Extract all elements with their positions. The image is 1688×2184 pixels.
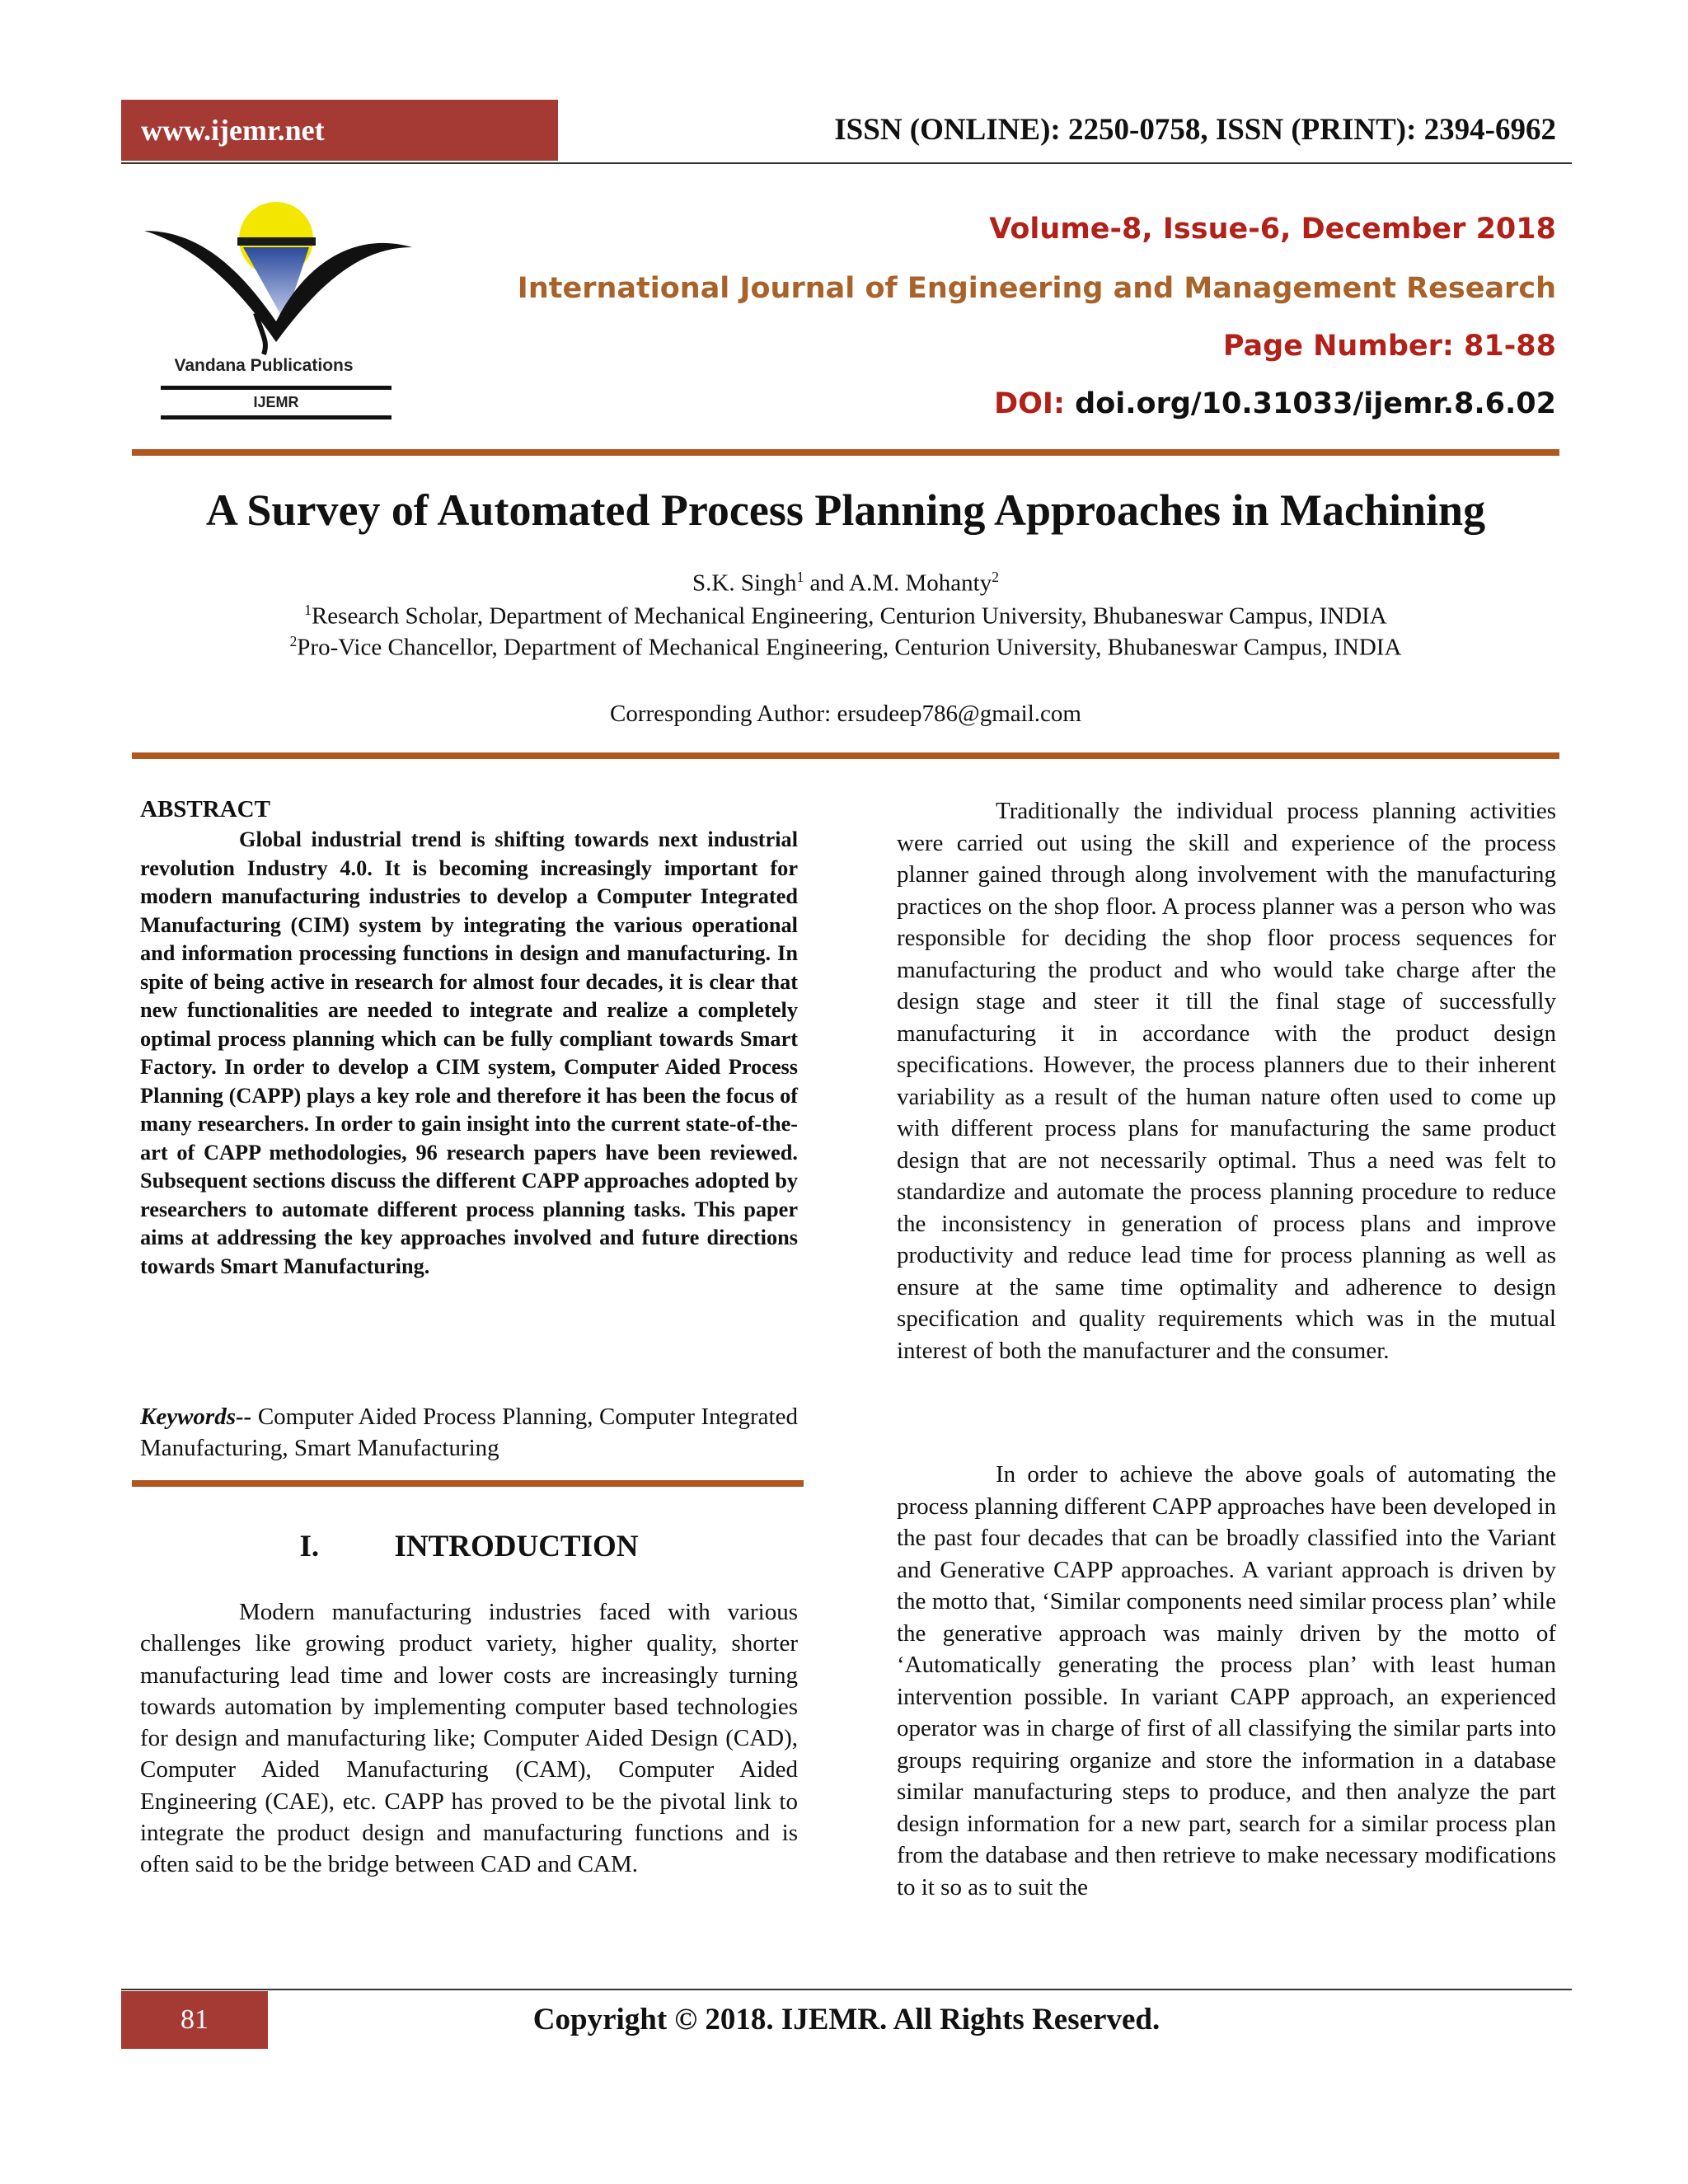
doi <box>994 387 1556 420</box>
doi-label: DOI: <box>994 387 1065 420</box>
keywords <box>140 1401 798 1464</box>
keywords-text: Computer Aided Process Planning, Computer Integrated Manufacturing, Smart Manufacturing <box>140 1404 798 1461</box>
journal-abbr: IJEMR <box>253 394 299 410</box>
abstract-heading: ABSTRACT <box>140 796 270 823</box>
affiliation-2-text: Pro-Vice Chancellor, Department of Mechanical Engineering, Centurion University, Bhubaneswar Campus, INDIA <box>297 634 1402 661</box>
journal-name: International Journal of Engineering and Management Research <box>517 272 1556 305</box>
logo-divider <box>161 386 392 390</box>
authors: S.K. Singh$^1$ and A.M. Mohanty$^2$ <box>692 569 999 597</box>
affiliation-1-text: Research Scholar, Department of Mechanical Engineering, Centurion University, Bhubaneswar Campus, INDIA <box>311 602 1387 630</box>
paper-title: A Survey of Automated Process Planning Approaches in Machining <box>205 485 1486 535</box>
author-2: and A.M. Mohanty <box>804 569 992 597</box>
keywords-label: Keywords-- <box>140 1404 252 1430</box>
journal-volume: Volume-8, Issue-6, December 2018 <box>989 213 1556 246</box>
footer-divider <box>121 1989 1572 1990</box>
section-heading-introduction <box>140 1529 798 1564</box>
publisher-name: Vandana Publications <box>174 356 354 375</box>
title-divider-top <box>132 449 1559 456</box>
corresponding-author: Corresponding Author: ersudeep786@gmail.com <box>610 701 1081 727</box>
section-title: INTRODUCTION <box>394 1530 639 1563</box>
page-range: Page Number: 81-88 <box>1222 330 1556 363</box>
site-url: www.ijemr.net <box>121 100 558 161</box>
affiliation-1: $^1$Research Scholar, Department of Mechanical Engineering, Centurion University, Bhubaneswar Campus, INDIA <box>304 602 1387 630</box>
section-divider <box>132 1480 804 1487</box>
copyright: Copyright © 2018. IJEMR. All Rights Reserved. <box>532 2003 1160 2036</box>
abstract-text: Global industrial trend is shifting towards next industrial revolution Industry 4.0. It is becoming increasingly important for modern manufacturing industries to develop a Computer Integrated Manufacturing (CIM) system by integrating the various operational and information processing functions in design and manufacturing. In spite of being active in research for almost four decades, it is clear that new functionalities are needed to integrate and realize a completely optimal process planning which can be fully compliant towards Smart Factory. In order to develop a CIM system, Computer Aided Process Planning (CAPP) plays a key role and therefore it has been the focus of many researchers. In order to gain insight into the current state-of-the-art of CAPP methodologies, 96 research papers have been reviewed. Subsequent sections discuss the different CAPP approaches adopted by researchers to automate different process planning tasks. This paper aims at addressing the key approaches involved and future directions towards Smart Manufacturing. <box>140 827 798 1278</box>
title-divider-bottom <box>132 752 1559 759</box>
issn-info: ISSN (ONLINE): 2250-0758, ISSN (PRINT): 2394-6962 <box>834 113 1556 147</box>
affiliation-2: $^2$Pro-Vice Chancellor, Department of Mechanical Engineering, Centurion University, Bhubaneswar Campus, INDIA <box>289 633 1402 661</box>
page-number: 81 <box>121 1991 268 2049</box>
body-paragraph: Traditionally the individual process planning activities were carried out using the skill and experience of the process planner gained through along involvement with the manufacturing practices on the shop floor. A process planner was a person who was responsible for deciding the shop floor process sequences for manufacturing the product and who would take charge after the design stage and steer it till the final stage of successfully manufacturing it in accordance with the product design specifications. However, the process planners due to their inherent variability as a result of the human nature often used to come up with different process plans for manufacturing the same product design that are not necessarily optimal. Thus a need was felt to standardize and automate the process planning procedure to reduce the inconsistency in generation of process plans and improve productivity and reduce lead time for process planning as well as ensure at the same time optimality and adherence to design specification and quality requirements which was in the mutual interest of both the manufacturer and the consumer. <box>897 798 1556 1364</box>
author-1: S.K. Singh <box>692 569 797 597</box>
body-paragraph: In order to achieve the above goals of automating the process planning different CAPP approaches have been developed in the past four decades that can be broadly classified into the Variant and Generative CAPP approaches. A variant approach is driven by the motto that, ‘Similar components need similar process plan’ while the generative approach was mainly driven by the motto of ‘Automatically generating the process plan’ with least human intervention possible. In variant CAPP approach, an experienced operator was in charge of first of all classifying the similar parts into groups requiring organize and store the information in a database similar manufacturing steps to produce, and then analyze the part design information for a new part, search for a similar process plan from the database and then retrieve to make necessary modifications to it so as to suit the <box>897 1461 1556 1900</box>
introduction-paragraph: Modern manufacturing industries faced with various challenges like growing product variety, higher quality, shorter manufacturing lead time and lower costs are increasingly turning towards automation by implementing computer based technologies for design and manufacturing like; Computer Aided Design (CAD), Computer Aided Manufacturing (CAM), Computer Aided Engineering (CAE), etc. CAPP has proved to be the pivotal link to integrate the product design and manufacturing functions and is often said to be the bridge between CAD and CAM. <box>140 1599 798 1878</box>
doi-link[interactable]: doi.org/10.31033/ijemr.8.6.02 <box>1064 387 1556 420</box>
section-number: I. <box>299 1530 320 1563</box>
header-divider <box>121 162 1572 164</box>
logo-divider <box>161 415 392 419</box>
